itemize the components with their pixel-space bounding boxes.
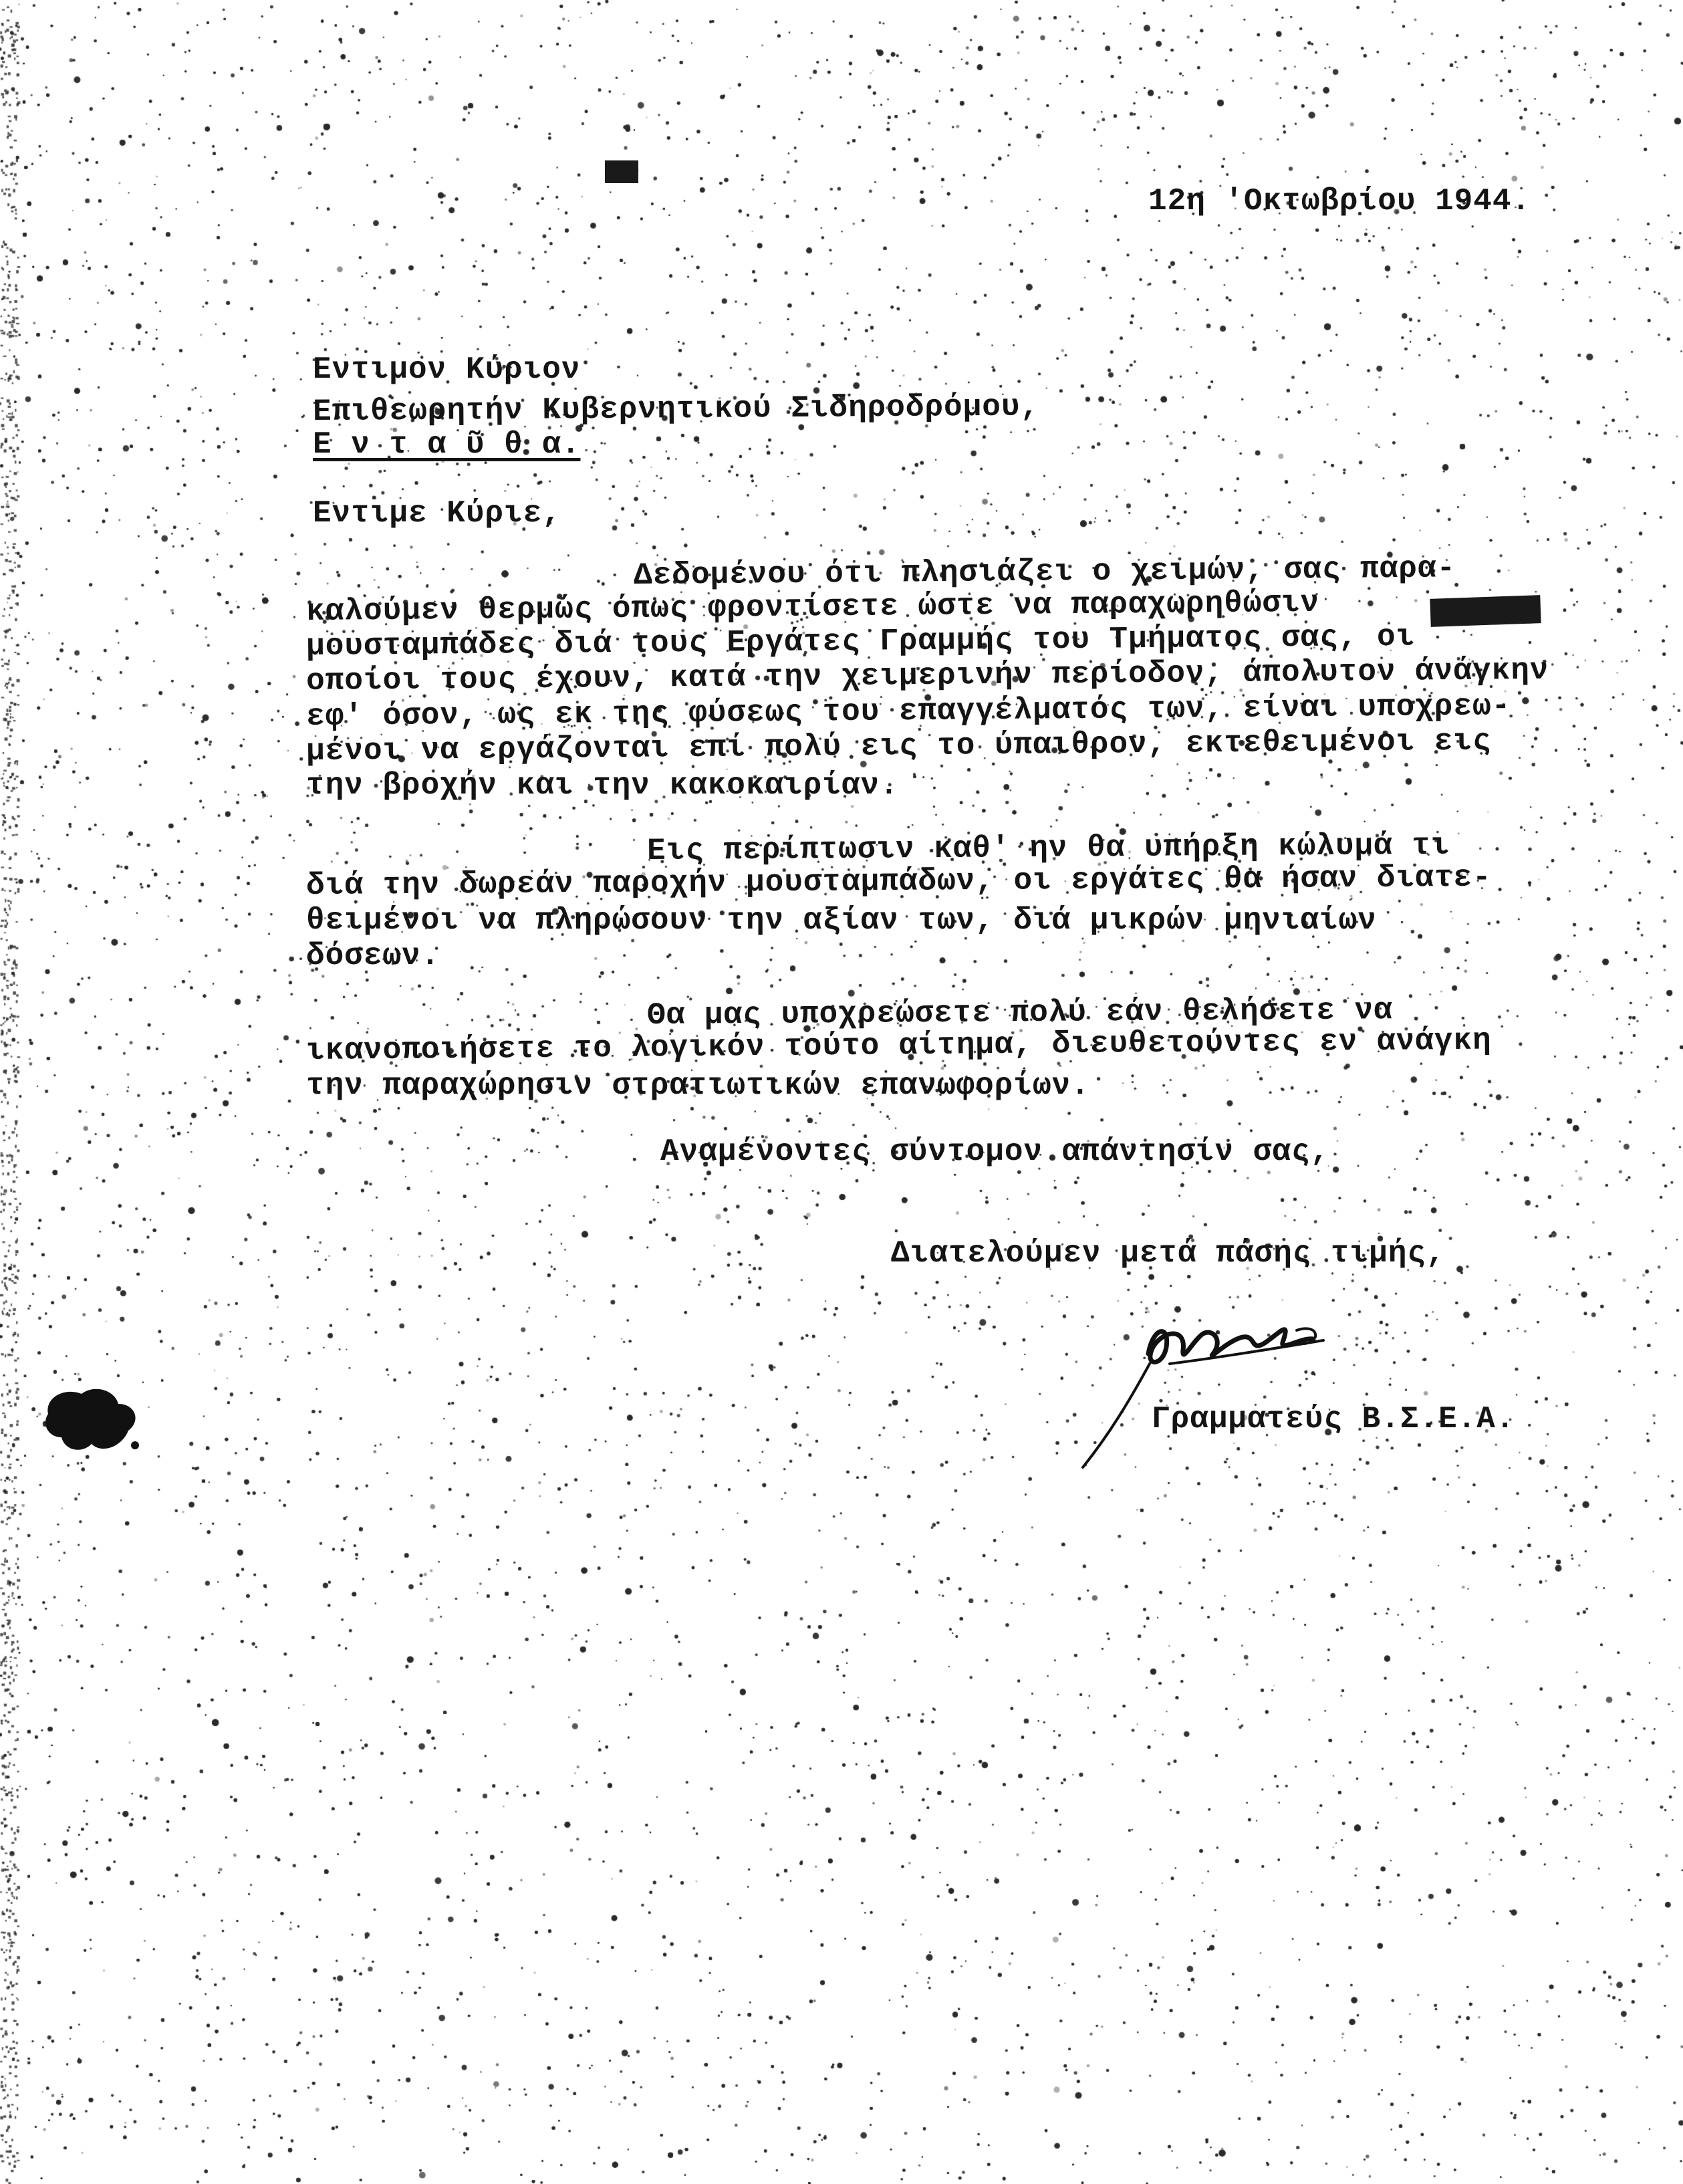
salutation: Εντιμε Κύριε, bbox=[313, 496, 561, 531]
paragraph-2-line-1: Εις περίπτωσιν καθ' ην θα υπήρξη κώλυμά τι bbox=[646, 828, 1450, 868]
signatory-title: Γραμματεύς Β.Σ.Ε.Α. bbox=[1152, 1402, 1515, 1437]
paragraph-1-line-2: καλούμεν θερμώς όπως φροντίσετε ώστε να παραχωρηθώσιν bbox=[305, 585, 1320, 629]
redaction-bar bbox=[1430, 595, 1541, 627]
recipient-line-2: Επιθεωρητήν Κυβερνητικού Σιδηροδρόμου, bbox=[312, 389, 1040, 429]
paragraph-1-line-7: την βροχήν και την κακοκαιρίαν. bbox=[306, 768, 899, 803]
paragraph-3-line-2: ικανοποιήσετε το λογικόν τούτο αίτημα, διευθετούντες εν ανάγκη bbox=[305, 1023, 1492, 1068]
recipient-city: Ε ν τ α ῦ θ α. bbox=[313, 427, 581, 462]
paragraph-1-line-4: οποίοι τους έχουν, κατά την χειμερινήν περίοδον, άπολυτον άνάγκην bbox=[305, 652, 1549, 699]
paragraph-2-line-3: θειμένοι να πληρώσουν την αξίαν των, διά μικρών μηνιαίων bbox=[306, 903, 1377, 938]
paragraph-2-line-4: δόσεων. bbox=[306, 939, 440, 973]
page-mark-stamp bbox=[605, 160, 638, 183]
recipient-line-1: Εντιμον Κύριον bbox=[313, 352, 581, 387]
paragraph-3-line-1: Θα μας υποχρεώσετε πολύ εάν θελήσετε να bbox=[646, 993, 1393, 1033]
closing-awaiting-reply: Αναμένοντες σύντομον απάντησίν σας, bbox=[660, 1134, 1330, 1169]
letter-date: 12η 'Οκτωβρίου 1944. bbox=[1148, 184, 1531, 219]
paragraph-1-line-3: μουσταμπάδες διά τους Εργάτες Γραμμής του Τμήματος σας, οι bbox=[305, 619, 1416, 664]
handwritten-signature bbox=[1069, 1300, 1364, 1474]
paragraph-1-line-6: μένοι να εργάζονται επί πολύ εις το ύπαιθρον, εκτεθειμένοι εις bbox=[305, 723, 1492, 769]
paragraph-3-line-3: την παραχώρησιν στρατιωτικών επανωφορίων. bbox=[306, 1068, 1090, 1103]
ink-blot bbox=[41, 1384, 142, 1457]
paragraph-1-line-5: εφ' όσον, ως εκ της φύσεως του επαγγέλματός των, είναι υποχρεω- bbox=[305, 689, 1511, 734]
closing-respects: Διατελούμεν μετά πάσης τιμής, bbox=[891, 1236, 1446, 1271]
paragraph-2-line-2: διά την δωρεάν παροχήν μουσταμπάδων, οι εργάτες θα ήσαν διατε- bbox=[305, 860, 1492, 903]
paragraph-1-line-1: Δεδομένου ότι πλησιάζει ο χειμών, σας παρα- bbox=[633, 551, 1456, 593]
